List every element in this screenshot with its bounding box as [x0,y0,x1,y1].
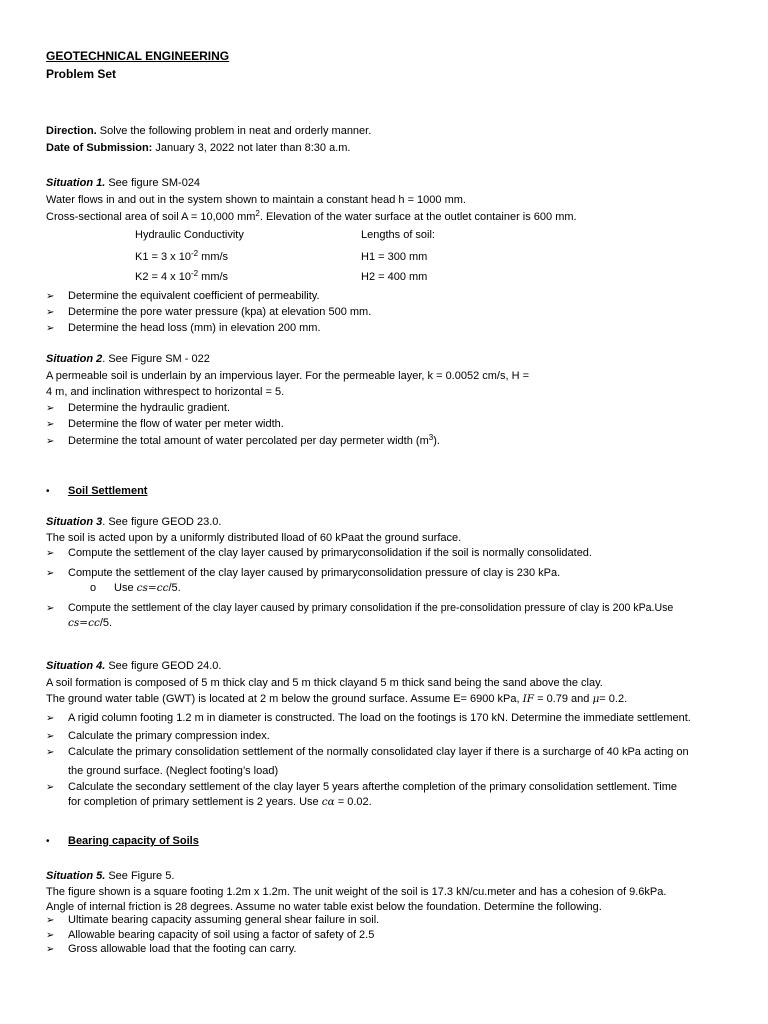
arrow-bullet-icon: ➢ [46,548,55,559]
k2-value: K2 = 4 x $10^{-2}$ mm/s [135,269,229,283]
section-heading-bearing-capacity: • Bearing capacity of Soils [46,835,199,847]
list-item-continuation: cs=cc/5. [68,617,113,629]
arrow-bullet-icon: ➢ [46,915,55,926]
list-item: ➢ Ultimate bearing capacity assuming general shear failure in soil. [46,914,380,926]
situation-5-text: The figure shown is a square footing 1.2m x 1.2m. The unit weight of the soil is 17.3 kN/cu.meter and has a cohesion of 9.6kPa. [46,886,667,898]
list-item: ➢ Determine the flow of water per meter width. [46,418,284,430]
arrow-bullet-icon: ➢ [46,713,55,724]
h2-value: H2 = 400 mm [361,271,428,283]
list-item: ➢ Determine the hydraulic gradient. [46,402,231,414]
bullet-icon: • [46,486,50,497]
arrow-bullet-icon: ➢ [46,323,55,334]
list-item: ➢ Determine the head loss (mm) in elevation 200 mm. [46,322,321,334]
arrow-bullet-icon: ➢ [46,747,55,758]
list-item: ➢ Compute the settlement of the clay layer caused by primaryconsolidation pressure of clay is 230 kPa. [46,567,561,579]
list-item: ➢ Determine the equivalent coefficient of permeability. [46,290,320,302]
list-item: ➢ A rigid column footing 1.2 m in diameter is constructed. The load on the footings is 170 kN. Determine the immediate settlement. [46,712,691,724]
document-subtitle: Problem Set [46,67,117,81]
circle-bullet-icon: o [90,582,97,594]
situation-3-text: The soil is acted upon by a uniformly distributed lload of 60 kPaat the ground surface. [46,532,462,544]
direction-line: Direction. Solve the following problem in neat and orderly manner. [46,125,372,137]
list-item: ➢ Allowable bearing capacity of soil using a factor of safety of 2.5 [46,929,375,941]
situation-1-text: Cross-sectional area of soil A = 10,000 $mm^2$. Elevation of the water surface at the outlet container is 600 mm. [46,209,577,223]
situation-2-heading: Situation 2. See Figure SM - 022 [46,353,210,365]
document-title: GEOTECHNICAL ENGINEERING [46,49,230,63]
situation-5-heading: Situation 5. See Figure 5. [46,870,175,882]
situation-4-text: A soil formation is composed of 5 m thick clay and 5 m thick clayand 5 m thick sand being the sand above the clay. [46,677,603,689]
sub-list-item: o Use cs=cc/5. [90,582,181,594]
h1-value: H1 = 300 mm [361,251,428,263]
list-item: ➢ Determine the pore water pressure (kpa) at elevation 500 mm. [46,306,372,318]
arrow-bullet-icon: ➢ [46,944,55,955]
list-item: ➢ Compute the settlement of the clay layer caused by primaryconsolidation if the soil is normally consolidated. [46,547,592,559]
arrow-bullet-icon: ➢ [46,568,55,579]
list-item: ➢ Calculate the primary compression index. [46,730,270,742]
situation-4-heading: Situation 4. See figure GEOD 24.0. [46,660,222,672]
situation-1-text: Water flows in and out in the system shown to maintain a constant head h = 1000 mm. [46,194,466,206]
arrow-bullet-icon: ➢ [46,291,55,302]
arrow-bullet-icon: ➢ [46,731,55,742]
section-heading-soil-settlement: • Soil Settlement [46,485,148,497]
arrow-bullet-icon: ➢ [46,403,55,414]
arrow-bullet-icon: ➢ [46,307,55,318]
soil-lengths-header: Lengths of soil: [361,229,435,241]
arrow-bullet-icon: ➢ [46,603,55,614]
k1-value: K1 = 3 x $10^{-2}$ mm/s [135,249,229,263]
arrow-bullet-icon: ➢ [46,782,55,793]
bullet-icon: • [46,836,50,847]
list-item: ➢ Compute the settlement of the clay layer caused by primary consolidation if the pre-consolidation pressure of clay is 200 kPa.Use [46,602,674,614]
submission-date-line: Date of Submission: January 3, 2022 not later than 8:30 a.m. [46,142,351,154]
situation-1-heading: Situation 1. See figure SM-024 [46,177,201,189]
list-item: ➢ Calculate the secondary settlement of the clay layer 5 years afterthe completion of the primary consolidation settlement. Time [46,781,677,793]
list-item: ➢ Determine the total amount of water percolated per day permeter width $(m^3)$. [46,433,440,447]
list-item-continuation: the ground surface. (Neglect footing’s load) [68,765,279,777]
situation-2-text: A permeable soil is underlain by an impervious layer. For the permeable layer, k = 0.0052 cm/s, H = [46,370,530,382]
list-item-continuation: for completion of primary settlement is 2 years. Use cα = 0.02. [68,796,372,808]
situation-3-heading: Situation 3. See figure GEOD 23.0. [46,516,222,528]
arrow-bullet-icon: ➢ [46,930,55,941]
list-item: ➢ Gross allowable load that the footing can carry. [46,943,297,955]
situation-4-text: The ground water table (GWT) is located at 2 m below the ground surface. Assume E= 6900 kPa, IF = 0.79 and μ= 0.2. [46,693,628,705]
arrow-bullet-icon: ➢ [46,436,55,447]
arrow-bullet-icon: ➢ [46,419,55,430]
list-item: ➢ Calculate the primary consolidation settlement of the normally consolidated clay layer if there is a surcharge of 40 kPa acting on [46,746,689,758]
situation-2-text: 4 m, and inclination withrespect to horizontal = 5. [46,386,285,398]
situation-5-text: Angle of internal friction is 28 degrees. Assume no water table exist below the foundation. Determine the following. [46,901,602,913]
hydraulic-conductivity-header: Hydraulic Conductivity [135,229,244,241]
